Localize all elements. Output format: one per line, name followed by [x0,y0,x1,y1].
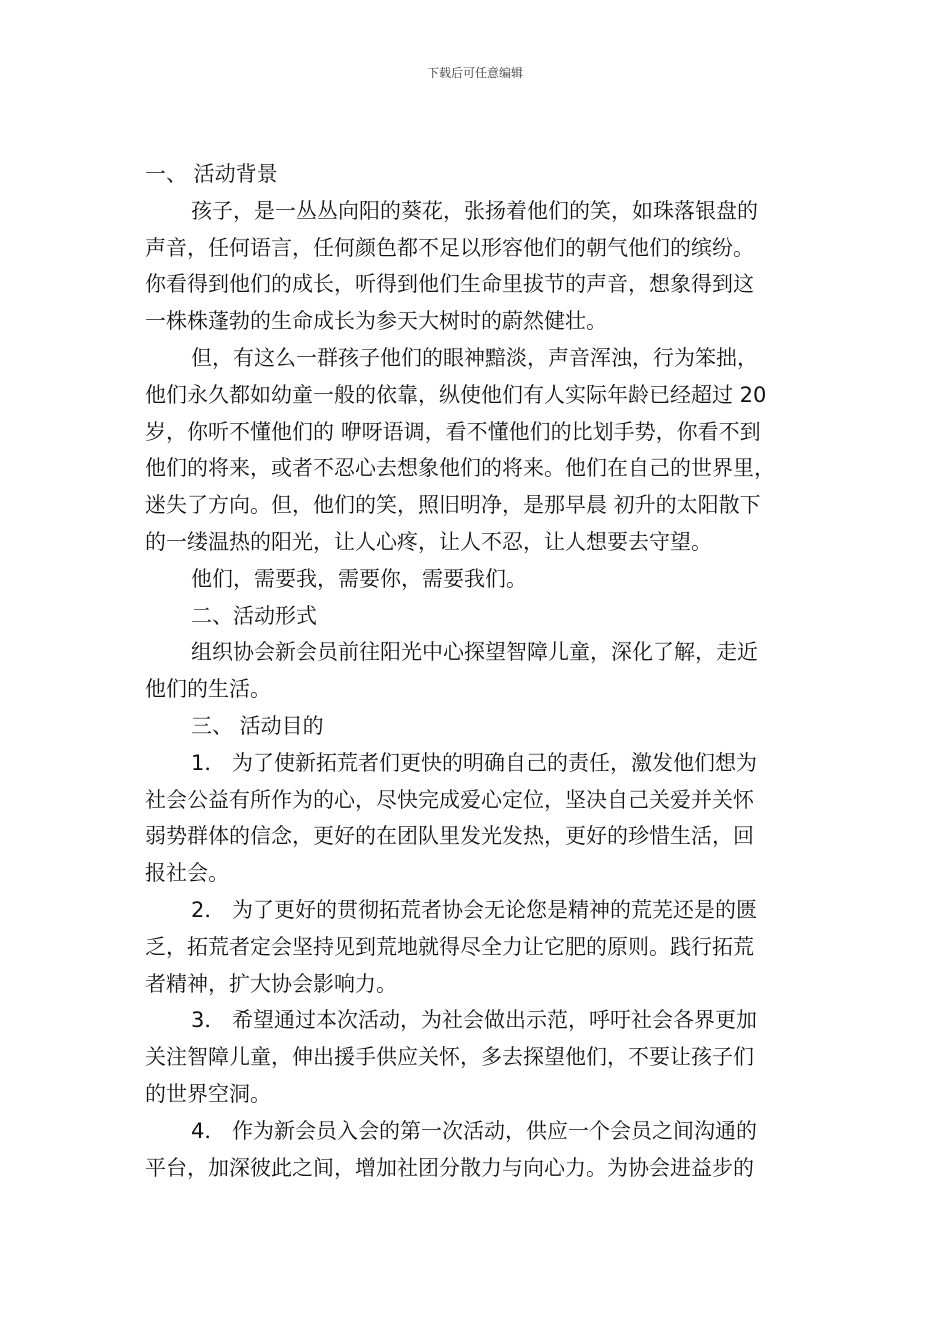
text-line: 但，有这么一群孩子他们的眼神黯淡，声音浑浊，行为笨拙， [191,345,758,370]
text-line: 4． 作为新会员入会的第一次活动，供应一个会员之间沟通的 [191,1118,758,1143]
text-line: 一、 活动背景 [145,162,278,186]
text-line: 孩子，是一丛丛向阳的葵花，张扬着他们的笑，如珠落银盘的 [191,198,758,223]
text-line: 岁，你听不懂他们的 咿呀语调，看不懂他们的比划手势，你看不到 [145,419,761,444]
text-line: 二、活动形式 [191,603,317,628]
text-line: 一株株蓬勃的生命成长为参天大树时的蔚然健壮。 [145,309,607,334]
text-line: 乏，拓荒者定会坚持见到荒地就得尽全力让它肥的原则。践行拓荒 [145,934,754,959]
text-line: 他们的将来，或者不忍心去想象他们的将来。他们在自己的世界里， [145,456,775,481]
text-line: 平台，加深彼此之间，增加社团分散力与向心力。为协会进益步的 [145,1155,754,1180]
text-line: 关注智障儿童，伸出援手供应关怀，多去探望他们，不要让孩子们 [145,1045,754,1070]
text-line: 迷失了方向。但，他们的笑，照旧明净，是那早晨 初升的太阳散下 [145,493,761,518]
text-line: 2． 为了更好的贯彻拓荒者协会无论您是精神的荒芜还是的匮 [191,897,758,922]
text-line: 组织协会新会员前往阳光中心探望智障儿童，深化了解，走近 [191,640,758,665]
text-line: 3． 希望通过本次活动，为社会做出示范，呼吁社会各界更加 [191,1008,758,1033]
text-line: 他们永久都如幼童一般的依靠，纵使他们有人实际年龄已经超过 20 [145,382,767,407]
text-line: 他们的生活。 [145,677,271,702]
text-line: 弱势群体的信念，更好的在团队里发光发热，更好的珍惜生活，回 [145,824,754,849]
text-line: 社会公益有所作为的心，尽快完成爱心定位，坚决自己关爱并关怀 [145,787,754,812]
text-line: 报社会。 [145,861,229,886]
text-line: 三、 活动目的 [191,713,324,738]
text-line: 声音，任何语言，任何颜色都不足以形容他们的朝气他们的缤纷。 [145,235,754,260]
text-line: 你看得到他们的成长，听得到他们生命里拔节的声音，想象得到这 [145,272,754,297]
document-body [145,156,810,1186]
text-line: 他们，需要我，需要你，需要我们。 [191,566,527,591]
text-line: 的世界空洞。 [145,1081,271,1106]
text-line: 1． 为了使新拓荒者们更快的明确自己的责任，激发他们想为 [191,750,758,775]
page-header: 下载后可任意编辑 [426,66,523,80]
text-line: 者精神，扩大协会影响力。 [145,971,397,996]
text-line: 的一缕温热的阳光，让人心疼，让人不忍，让人想要去守望。 [145,529,712,554]
